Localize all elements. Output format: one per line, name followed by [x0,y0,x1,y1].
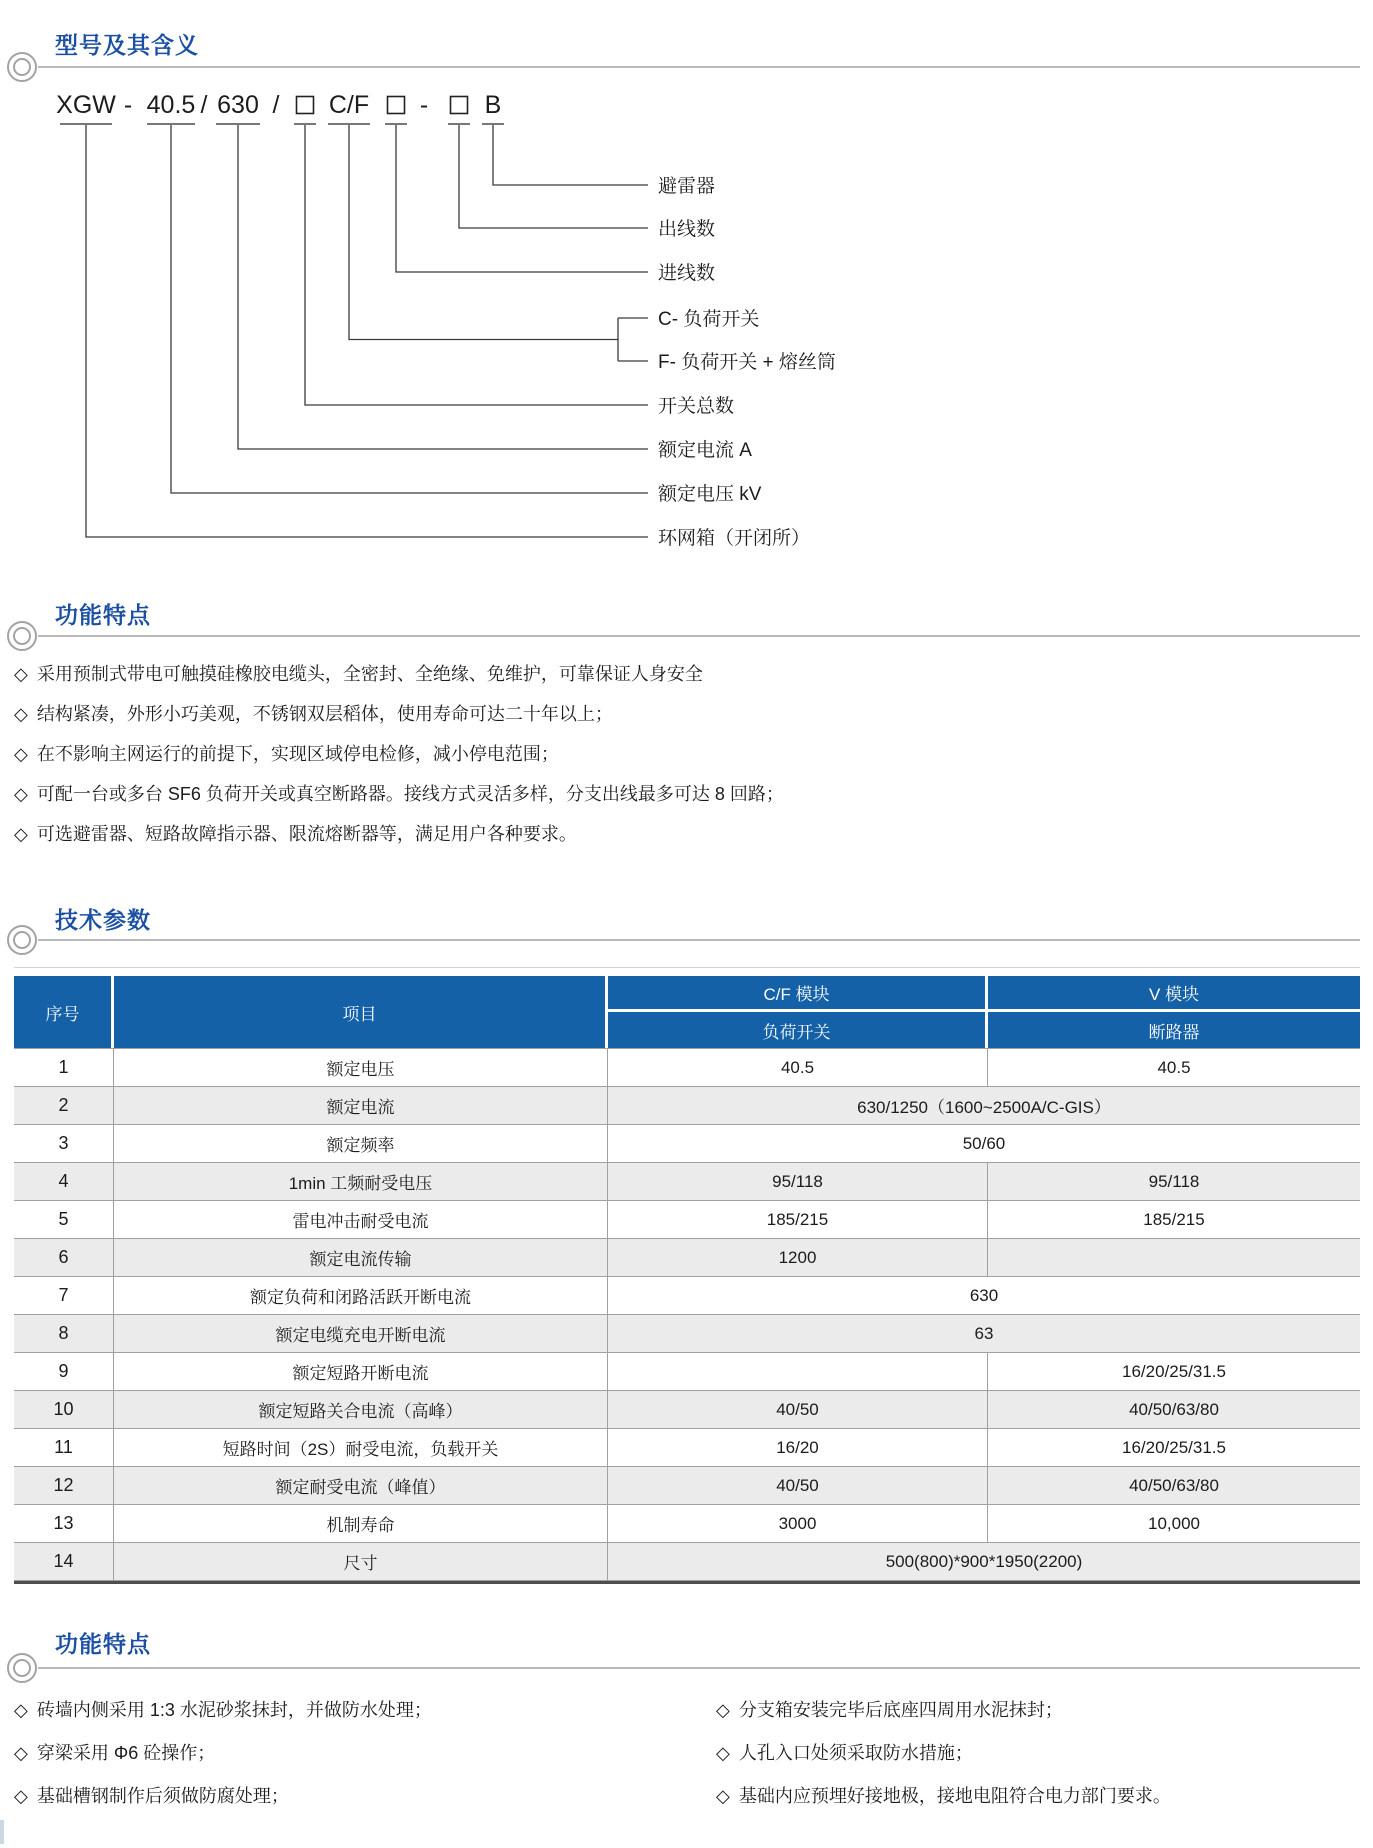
diagram-label: 进线数 [658,263,716,284]
table-cell-v-value: 16/20/25/31.5 [1122,1437,1226,1457]
table-cell-v-value: 10,000 [1148,1513,1200,1533]
table-cell-item: 额定耐受电流（峰值） [114,1467,608,1504]
table-cell-no: 7 [14,1277,114,1314]
table-row [14,1201,1360,1239]
table-row [14,1353,1360,1391]
connector-line [396,125,648,272]
table-cell-cf-value [608,1353,988,1390]
model-segment: 630 [217,91,259,119]
table-header-cell-cf-sub: 负荷开关 [608,1012,988,1048]
table-cell-no: 1 [14,1049,114,1086]
table-cell-no: 2 [14,1087,114,1124]
section-ring-icon [7,925,37,955]
model-segment: - [419,91,429,119]
table-cell-item: 额定电压 [114,1049,608,1086]
table-cell-item: 1min 工频耐受电压 [114,1163,608,1200]
feature-text: 结构紧凑，外形小巧美观，不锈钢双层稻体，使用寿命可达二十年以上； [36,704,613,724]
section-ring-icon [7,1653,37,1683]
diamond-bullet-icon: ◇ [14,704,28,724]
diamond-bullet-icon: ◇ [14,1786,28,1806]
connector-line [459,125,648,228]
table-top-rule [14,967,1360,968]
page-edge-mark [0,1820,4,1844]
tech-params-table [14,976,1360,1584]
install-feature-item [14,1743,699,1763]
table-cell-cf-value: 1200 [608,1239,988,1276]
model-segment: - [123,91,133,119]
table-cell-item: 额定电流 [114,1087,608,1124]
table-cell-cf-value: 95/118 [608,1163,988,1200]
table-row [14,1543,1360,1581]
install-feature-text: 砖墙内侧采用 1:3 水泥砂浆抹封，并做防水处理； [36,1700,432,1720]
connector-line [238,125,648,449]
feature-text: 可选避雷器、短路故障指示器、限流熔断器等，满足用户各种要求。 [36,824,577,844]
table-cell-item: 额定负荷和闭路活跃开断电流 [114,1277,608,1314]
table-cell-cf-value: 185/215 [608,1201,988,1238]
feature-item [14,784,1359,804]
table-row [14,1125,1360,1163]
install-feature-item [716,1700,1366,1720]
table-cell-item: 额定频率 [114,1125,608,1162]
install-feature-text: 分支箱安装完毕后底座四周用水泥抹封； [738,1700,1063,1720]
table-cell-merged-value: 630 [969,1285,999,1305]
feature-item [14,704,1359,724]
install-feature-text: 人孔入口处须采取防水措施； [738,1743,973,1763]
connector-line [349,125,618,340]
feature-list [14,664,1359,864]
table-body [14,1049,1360,1581]
install-feature-text: 穿梁采用 Φ6 砼操作； [36,1743,216,1763]
table-cell-merged-value: 63 [974,1323,994,1343]
table-cell-no: 5 [14,1201,114,1238]
table-cell-no: 3 [14,1125,114,1162]
table-cell-no: 6 [14,1239,114,1276]
table-cell-no: 14 [14,1543,114,1580]
install-feature-list-right [716,1700,1366,1829]
table-cell-no: 10 [14,1391,114,1428]
model-code-diagram [0,85,900,565]
table-cell-item: 额定短路关合电流（高峰） [114,1391,608,1428]
table-row [14,1467,1360,1505]
table-cell-cf-value: 40.5 [608,1049,988,1086]
table-cell-v-value [988,1239,1360,1276]
install-feature-item [14,1786,699,1806]
section-title-model: 型号及其含义 [55,32,199,58]
section-ring-icon [7,52,37,82]
table-cell-item: 额定短路开断电流 [114,1353,608,1390]
table-cell-no: 9 [14,1353,114,1390]
table-row [14,1087,1360,1125]
diagram-label: 额定电压 kV [658,484,762,505]
diagram-label: 开关总数 [658,396,735,417]
table-row [14,1505,1360,1543]
connector-line [305,125,648,405]
table-cell-merged-value: 500(800)*900*1950(2200) [885,1551,1083,1571]
table-cell-cf-value: 3000 [608,1505,988,1542]
model-code-box [297,97,314,114]
table-header-cell-v: V 模块 [988,976,1360,1012]
section-ring-icon [7,621,37,651]
table-header-cell-no: 序号 [14,976,114,1048]
model-segment: / [272,91,280,119]
diamond-bullet-icon: ◇ [14,824,28,844]
diamond-bullet-icon: ◇ [14,784,28,804]
table-cell-item: 尺寸 [114,1543,608,1580]
table-cell-merged-value: 630/1250（1600~2500A/C-GIS） [857,1098,1111,1117]
table-cell-v-value: 95/118 [1148,1171,1200,1191]
connector-line [171,125,648,493]
table-header-cell-cf: C/F 模块 [608,976,988,1012]
install-feature-item [716,1743,1366,1763]
table-cell-no: 4 [14,1163,114,1200]
diamond-bullet-icon: ◇ [716,1786,730,1806]
table-row [14,1163,1360,1201]
feature-item [14,664,1359,684]
diagram-label: 避雷器 [658,176,716,197]
install-feature-item [716,1786,1366,1806]
table-cell-no: 12 [14,1467,114,1504]
table-row [14,1429,1360,1467]
connector-line [86,125,648,537]
table-row [14,1277,1360,1315]
diamond-bullet-icon: ◇ [14,1700,28,1720]
diagram-label: 额定电流 A [658,440,752,461]
section-title-install: 功能特点 [55,1631,151,1657]
diagram-label: F- 负荷开关 + 熔丝筒 [658,352,836,373]
table-cell-v-value: 40.5 [1157,1057,1191,1077]
table-cell-merged-value: 50/60 [962,1133,1006,1153]
section-divider-line [38,939,1360,941]
install-feature-item [14,1700,699,1720]
model-segment: XGW [56,91,116,119]
table-cell-no: 8 [14,1315,114,1352]
install-feature-text: 基础槽钢制作后须做防腐处理； [36,1786,289,1806]
table-cell-item: 短路时间（2S）耐受电流，负载开关 [114,1429,608,1466]
table-cell-item: 额定电流传输 [114,1239,608,1276]
section-divider-line [38,635,1360,637]
table-cell-v-value: 185/215 [1143,1209,1205,1229]
feature-item [14,744,1359,764]
table-cell-item: 机制寿命 [114,1505,608,1542]
feature-text: 采用预制式带电可触摸硅橡胶电缆头，全密封、全绝缘、免维护，可靠保证人身安全 [36,664,703,684]
section-divider-line [38,1667,1360,1669]
connector-line [493,125,648,185]
table-cell-cf-value: 16/20 [608,1429,988,1466]
section-title-features: 功能特点 [55,602,151,628]
table-header [14,976,1360,1049]
model-segment: 40.5 [146,91,196,119]
feature-item [14,824,1359,844]
table-cell-cf-value: 40/50 [608,1467,988,1504]
table-cell-no: 11 [14,1429,114,1466]
table-row [14,1049,1360,1087]
model-segment: C/F [328,91,370,119]
install-feature-list-left [14,1700,699,1829]
table-cell-cf-value: 40/50 [608,1391,988,1428]
diamond-bullet-icon: ◇ [14,1743,28,1763]
diamond-bullet-icon: ◇ [716,1743,730,1763]
table-cell-v-value: 16/20/25/31.5 [1122,1361,1226,1381]
table-cell-item: 雷电冲击耐受电流 [114,1201,608,1238]
table-cell-no: 13 [14,1505,114,1542]
table-cell-item: 额定电缆充电开断电流 [114,1315,608,1352]
table-header-cell-item: 项目 [114,976,608,1048]
diagram-label: C- 负荷开关 [658,309,760,330]
diamond-bullet-icon: ◇ [14,664,28,684]
feature-text: 在不影响主网运行的前提下，实现区域停电检修，减小停电范围； [36,744,559,764]
table-row [14,1391,1360,1429]
model-code-box [451,97,468,114]
model-code-box [388,97,405,114]
section-divider-line [38,66,1360,68]
diagram-label: 环网箱（开闭所） [658,528,811,549]
section-title-params: 技术参数 [55,907,151,933]
table-header-cell-v-sub: 断路器 [1148,1022,1200,1042]
model-segment: B [484,91,502,119]
diamond-bullet-icon: ◇ [716,1700,730,1720]
install-feature-text: 基础内应预埋好接地极，接地电阻符合电力部门要求。 [738,1786,1171,1806]
table-row [14,1239,1360,1277]
table-cell-v-value: 40/50/63/80 [1129,1475,1219,1495]
table-cell-v-value: 40/50/63/80 [1129,1399,1219,1419]
diagram-label: 出线数 [658,219,716,240]
table-row [14,1315,1360,1353]
feature-text: 可配一台或多台 SF6 负荷开关或真空断路器。接线方式灵活多样，分支出线最多可达 8 回路； [36,784,784,804]
diamond-bullet-icon: ◇ [14,744,28,764]
model-segment: / [200,91,208,119]
